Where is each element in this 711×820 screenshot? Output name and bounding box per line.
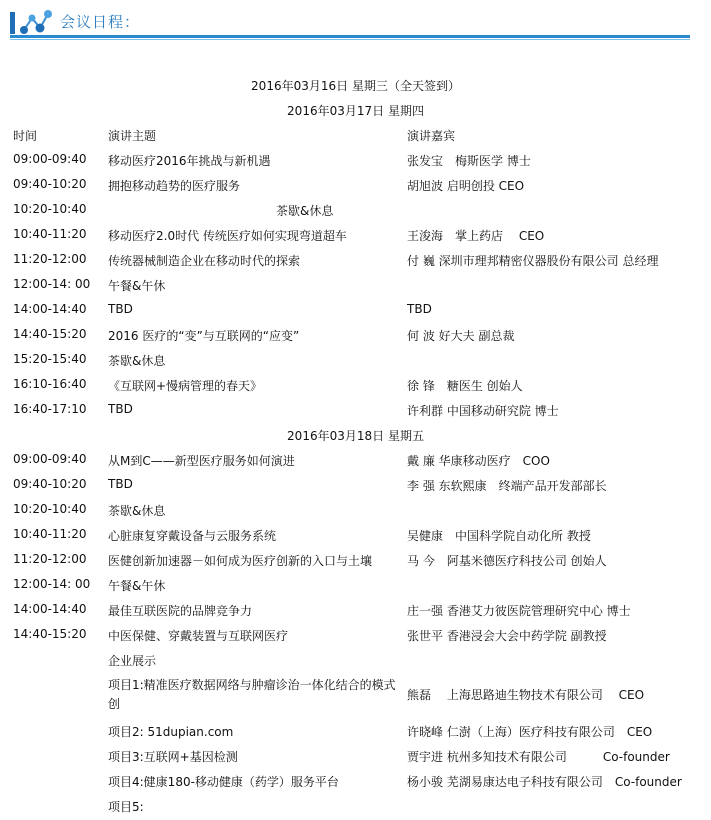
showcase-item: [0, 773, 711, 795]
session-topic: 医健创新加速器－如何成为医疗创新的入口与土壤: [108, 554, 373, 568]
showcase-title: 企业展示: [108, 654, 157, 668]
session-time: 14:00-14:40: [13, 302, 87, 316]
showcase-item: [0, 723, 711, 745]
session-time: 09:40-10:20: [13, 177, 87, 191]
column-header-topic: 演讲主题: [108, 129, 157, 143]
schedule-row: [0, 477, 711, 499]
session-topic: 茶歇&休息: [108, 354, 166, 368]
showcase-topic: 项目3:互联网+基因检测: [108, 750, 238, 764]
session-speaker: 何 波 好大夫 副总裁: [407, 329, 515, 343]
column-header-speaker: 演讲嘉宾: [407, 129, 456, 143]
session-speaker: 马 今 阿基米德医疗科技公司 创始人: [407, 554, 607, 568]
showcase-item: [0, 676, 711, 716]
session-topic: 2016 医疗的“变”与互联网的“应变”: [108, 329, 300, 343]
showcase-item: [0, 748, 711, 770]
network-logo-icon: [10, 8, 56, 36]
session-speaker: 戴 廉 华康移动医疗 COO: [407, 454, 550, 468]
session-time: 10:40-11:20: [13, 527, 87, 541]
day-heading: 2016年03月18日 星期五: [287, 429, 424, 443]
session-topic: 从M到C——新型医疗服务如何演进: [108, 454, 295, 468]
header-divider: [10, 35, 690, 38]
schedule-row: [0, 402, 711, 424]
session-topic: 午餐&午休: [108, 279, 166, 293]
session-topic: 移动医疗2.0时代 传统医疗如何实现弯道超车: [108, 229, 347, 243]
showcase-topic: 项目5:: [108, 800, 144, 814]
session-time: 10:20-10:40: [13, 502, 87, 516]
schedule-row: [0, 252, 711, 274]
session-time: 09:00-09:40: [13, 452, 87, 466]
session-speaker: 张发宝 梅斯医学 博士: [407, 154, 531, 168]
column-header-row: [0, 127, 711, 149]
session-time: 10:40-11:20: [13, 227, 87, 241]
session-topic: TBD: [108, 477, 133, 491]
session-time: 14:40-15:20: [13, 327, 87, 341]
session-topic: 传统器械制造企业在移动时代的探索: [108, 254, 301, 268]
session-speaker: TBD: [407, 302, 432, 316]
session-speaker: 徐 锋 糖医生 创始人: [407, 379, 523, 393]
schedule-row: [0, 377, 711, 399]
schedule-row: [0, 277, 711, 299]
session-topic: 茶歇&休息: [108, 504, 166, 518]
session-topic: 最佳互联医院的品牌竞争力: [108, 604, 253, 618]
session-topic: 移动医疗2016年挑战与新机遇: [108, 154, 271, 168]
showcase-speaker: 杨小骏 芜湖易康达电子科技有限公司 Co-founder: [407, 775, 682, 789]
column-header-time: 时间: [13, 129, 38, 143]
session-time: 15:20-15:40: [13, 352, 87, 366]
showcase-speaker: 贾宇进 杭州多知技术有限公司 Co-founder: [407, 750, 670, 764]
session-speaker: 胡旭波 启明创投 CEO: [407, 179, 525, 193]
schedule-row: [0, 527, 711, 549]
session-speaker: 李 强 东软熙康 终端产品开发部部长: [407, 479, 607, 493]
day-heading: 2016年03月17日 星期四: [287, 104, 424, 118]
showcase-topic: 项目1:精准医疗数据网络与肿瘤诊治一体化结合的模式创: [108, 678, 396, 711]
schedule-row: [0, 602, 711, 624]
showcase-topic: 项目4:健康180-移动健康（药学）服务平台: [108, 775, 339, 789]
schedule-row: [0, 302, 711, 324]
session-time: 11:20-12:00: [13, 552, 87, 566]
schedule-row: [0, 577, 711, 599]
showcase-speaker: 熊磊 上海思路迪生物技术有限公司 CEO: [407, 688, 645, 702]
schedule-row: [0, 452, 711, 474]
schedule-row: [0, 627, 711, 649]
schedule-row: [0, 152, 711, 174]
page-title: 会议日程：: [60, 13, 141, 31]
session-topic: 拥抱移动趋势的医疗服务: [108, 179, 241, 193]
session-time: 12:00-14: 00: [13, 577, 91, 591]
session-speaker: 吴健康 中国科学院自动化所 教授: [407, 529, 591, 543]
session-topic: TBD: [108, 402, 133, 416]
section-header: [10, 6, 690, 38]
schedule-row: [0, 177, 711, 199]
session-topic: 心脏康复穿戴设备与云服务系统: [108, 529, 277, 543]
schedule-row: [0, 327, 711, 349]
session-topic: 午餐&午休: [108, 579, 166, 593]
session-break: 茶歇&休息: [276, 204, 334, 218]
session-topic: 中医保健、穿戴装置与互联网医疗: [108, 629, 289, 643]
showcase-speaker: 许晓峰 仁澍（上海）医疗科技有限公司 CEO: [407, 725, 653, 739]
session-speaker: 庄一强 香港艾力彼医院管理研究中心 博士: [407, 604, 631, 618]
session-topic: 《互联网+慢病管理的春天》: [108, 379, 263, 393]
day-heading: 2016年03月16日 星期三（全天签到）: [251, 79, 460, 93]
header-divider-light: [10, 39, 690, 40]
session-time: 09:00-09:40: [13, 152, 87, 166]
session-speaker: 付 巍 深圳市理邦精密仪器股份有限公司 总经理: [407, 254, 659, 268]
session-time: 14:40-15:20: [13, 627, 87, 641]
session-time: 16:40-17:10: [13, 402, 87, 416]
session-speaker: 王浚海 掌上药店 CEO: [407, 229, 545, 243]
schedule-row: [0, 202, 711, 224]
session-time: 11:20-12:00: [13, 252, 87, 266]
schedule-row: [0, 227, 711, 249]
session-time: 10:20-10:40: [13, 202, 87, 216]
session-topic: TBD: [108, 302, 133, 316]
showcase-heading-row: [0, 652, 711, 674]
schedule-row: [0, 352, 711, 374]
session-speaker: 许利群 中国移动研究院 博士: [407, 404, 559, 418]
session-time: 14:00-14:40: [13, 602, 87, 616]
session-speaker: 张世平 香港浸会大会中药学院 副教授: [407, 629, 607, 643]
schedule-row: [0, 502, 711, 524]
session-time: 16:10-16:40: [13, 377, 87, 391]
session-time: 12:00-14: 00: [13, 277, 91, 291]
session-time: 09:40-10:20: [13, 477, 87, 491]
showcase-topic: 项目2: 51dupian.com: [108, 725, 234, 739]
schedule-row: [0, 552, 711, 574]
